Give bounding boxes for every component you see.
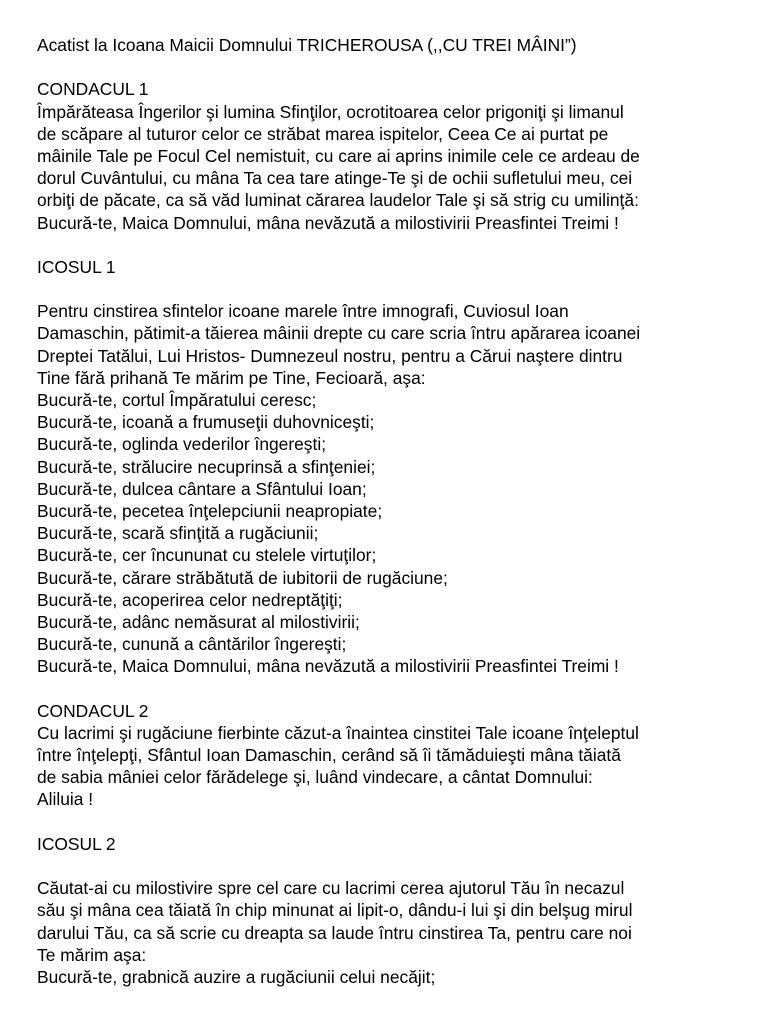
text-line: orbiţi de păcate, ca să văd luminat cărarea laudelor Tale şi să strig cu umilinţă:	[37, 190, 639, 211]
text-line: Bucură-te, oglinda vederilor îngereşti;	[37, 434, 327, 455]
section-heading: CONDACUL 2	[37, 700, 149, 721]
text-line: Te mărim aşa:	[37, 944, 147, 965]
blank-line	[37, 278, 737, 300]
blank-line	[37, 677, 737, 699]
blank-line	[37, 56, 737, 78]
text-line: de scăpare al tuturor celor ce străbat marea ispitelor, Ceea Ce ai purtat pe	[37, 123, 609, 144]
text-line: Bucură-te, cer încununat cu stelele virtuţilor;	[37, 545, 377, 566]
text-line: Tine fără prihană Te mărim pe Tine, Fecioară, aşa:	[37, 367, 426, 388]
text-line: darului Tău, ca să scrie cu dreapta sa laude întru cinstirea Ta, pentru care noi	[37, 922, 632, 943]
text-line: Dreptei Tatălui, Lui Hristos- Dumnezeul nostru, pentru a Cărui naştere dintru	[37, 345, 623, 366]
text-line: Bucură-te, cărare străbătută de iubitorii de rugăciune;	[37, 567, 448, 588]
text-line: Bucură-te, dulcea cântare a Sfântului Ioan;	[37, 478, 367, 499]
text-line: mâinile Tale pe Focul Cel nemistuit, cu care ai aprins inimile cele ce ardeau de	[37, 145, 640, 166]
text-line: Bucură-te, adânc nemăsurat al milostivirii;	[37, 611, 360, 632]
section-icosul-2	[37, 833, 737, 988]
text-line: Cu lacrimi şi rugăciune fierbinte căzut-a înaintea cinstitei Tale icoane înţeleptul	[37, 722, 639, 743]
blank-line	[37, 855, 737, 877]
text-line: Bucură-te, scară sfinţită a rugăciunii;	[37, 523, 319, 544]
text-line: de sabia mâniei celor fărădelege şi, luând vindecare, a cântat Domnului:	[37, 767, 593, 788]
section-heading: CONDACUL 1	[37, 79, 149, 100]
section-condacul-2	[37, 700, 737, 811]
text-line: Bucură-te, acoperirea celor nedreptăţiţi;	[37, 589, 343, 610]
text-line: Damaschin, pătimit-a tăierea mâinii drepte cu care scria întru apărarea icoanei	[37, 323, 641, 344]
text-line: său şi mâna cea tăiată în chip minunat ai lipit-o, dându-i lui şi din belşug mirul	[37, 900, 633, 921]
text-line: Bucură-te, pecetea înţelepciunii neapropiate;	[37, 500, 383, 521]
text-line: Bucură-te, Maica Domnului, mâna nevăzută a milostivirii Preasfintei Treimi !	[37, 212, 619, 233]
text-line: Pentru cinstirea sfintelor icoane marele între imnografi, Cuviosul Ioan	[37, 301, 569, 322]
text-line: Bucură-te, icoană a frumuseţii duhovniceşti;	[37, 412, 375, 433]
text-line: Bucură-te, cortul Împăratului ceresc;	[37, 390, 317, 410]
section-condacul-1	[37, 78, 737, 233]
section-heading: ICOSUL 2	[37, 833, 116, 854]
text-line: Bucură-te, grabnică auzire a rugăciunii celui necăjit;	[37, 966, 436, 987]
text-line: Împărăteasa Îngerilor şi lumina Sfinţilor, ocrotitoarea celor prigoniţi şi limanul	[37, 101, 624, 122]
blank-line	[37, 811, 737, 833]
text-line: Bucură-te, cunună a cântărilor îngereşti;	[37, 634, 347, 655]
blank-line	[37, 234, 737, 256]
document-title: Acatist la Icoana Maicii Domnului TRICHEROUSA (,,CU TREI MÂINI”)	[37, 35, 577, 55]
text-line: dorul Cuvântului, cu mâna Ta cea tare atinge-Te şi de ochii sufletului meu, cei	[37, 168, 633, 189]
text-line: Căutat-ai cu milostivire spre cel care cu lacrimi cerea ajutorul Tău în necazul	[37, 878, 625, 899]
document-page	[37, 34, 737, 988]
text-line: Bucură-te, strălucire necuprinsă a sfinţeniei;	[37, 456, 376, 477]
section-heading: ICOSUL 1	[37, 256, 116, 277]
text-line: Bucură-te, Maica Domnului, mâna nevăzută a milostivirii Preasfintei Treimi !	[37, 656, 619, 677]
text-line: Aliluia !	[37, 789, 94, 810]
section-icosul-1	[37, 256, 737, 678]
text-line: între înţelepţi, Sfântul Ioan Damaschin, cerând să îi tămăduieşti mâna tăiată	[37, 745, 621, 765]
